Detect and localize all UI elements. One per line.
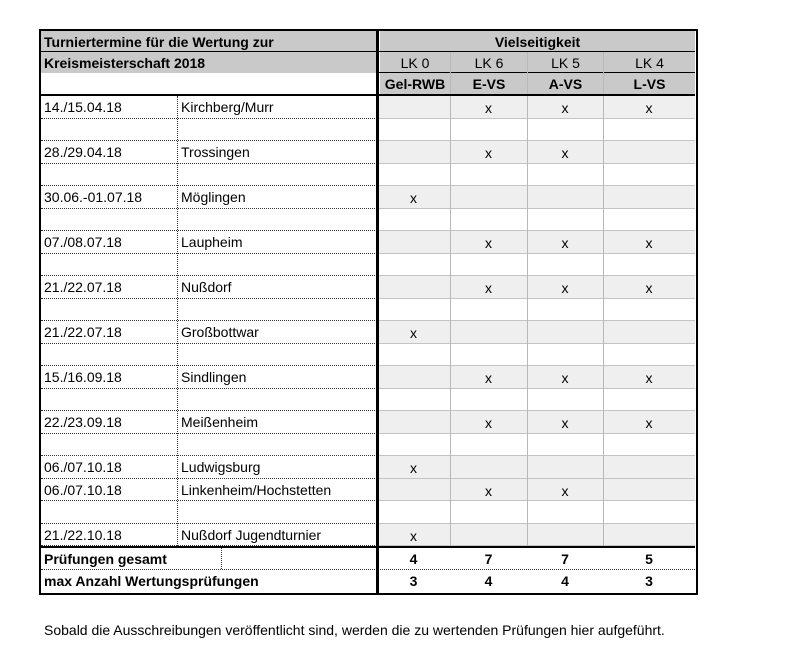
max-label: max Anzahl Wertungsprüfungen	[44, 572, 259, 589]
event-date: 06./07.10.18	[44, 481, 122, 498]
totals-row-rule	[41, 569, 695, 570]
discipline-mark	[603, 143, 695, 164]
event-date: 07./08.07.18	[44, 234, 122, 251]
totals-dotted-divider	[221, 548, 222, 569]
discipline-mark: x	[561, 415, 569, 432]
event-date: 28./29.04.18	[44, 144, 122, 161]
max-value: 3	[645, 572, 653, 589]
discipline-mark	[377, 143, 450, 164]
header-rule	[377, 72, 695, 73]
discipline-mark: x	[410, 325, 417, 342]
header-col-divider	[527, 52, 528, 94]
event-place: Sindlingen	[181, 369, 247, 386]
discipline-mark	[527, 188, 603, 209]
discipline-mark: x	[645, 415, 653, 432]
discipline-mark	[603, 481, 695, 502]
header-blank-cell	[41, 73, 377, 95]
discipline-mark	[377, 278, 450, 299]
discipline-mark: x	[645, 235, 653, 252]
discipline-label-0: Gel-RWB	[380, 73, 450, 95]
event-place: Kirchberg/Murr	[181, 99, 274, 116]
discipline-label-3: L-VS	[604, 73, 695, 95]
mark-col-divider	[603, 96, 604, 546]
discipline-mark	[603, 188, 695, 209]
header-col-divider	[450, 52, 451, 94]
discipline-mark	[603, 323, 695, 344]
event-date: 21./22.07.18	[44, 324, 122, 341]
discipline-mark: x	[561, 280, 569, 297]
header-title-line2: Kreismeisterschaft 2018	[41, 52, 377, 73]
header-title-line1: Turniertermine für die Wertung zur	[41, 31, 377, 52]
totals-label: Prüfungen gesamt	[44, 550, 167, 567]
max-value: 4	[484, 572, 493, 589]
header-col-divider	[603, 52, 604, 94]
event-place: Trossingen	[181, 144, 250, 161]
level-label-3: LK 4	[604, 52, 695, 73]
event-date: 14./15.04.18	[44, 99, 122, 116]
event-date: 21./22.07.18	[44, 279, 122, 296]
discipline-mark	[377, 481, 450, 502]
footnote: Sobald die Ausschreibungen veröffentlicht sind, werden die zu wertenden Prüfungen hier aufgeführt.	[44, 622, 665, 638]
discipline-mark	[377, 413, 450, 434]
discipline-mark	[450, 526, 527, 547]
discipline-mark: x	[485, 280, 492, 297]
event-date: 30.06.-01.07.18	[44, 189, 143, 206]
discipline-mark	[450, 188, 527, 209]
discipline-mark: x	[561, 235, 569, 252]
discipline-mark: x	[485, 370, 492, 387]
discipline-mark: x	[485, 100, 492, 117]
discipline-mark	[527, 526, 603, 547]
discipline-mark	[377, 368, 450, 389]
discipline-mark	[603, 458, 695, 479]
event-date: 15./16.09.18	[44, 369, 122, 386]
discipline-mark	[377, 98, 450, 119]
discipline-mark: x	[645, 100, 653, 117]
event-date: 21./22.10.18	[44, 526, 122, 543]
mark-col-divider	[527, 96, 528, 546]
discipline-mark	[527, 323, 603, 344]
discipline-mark: x	[410, 460, 417, 477]
event-place: Großbottwar	[181, 324, 259, 341]
level-label-0: LK 0	[380, 52, 450, 73]
discipline-mark: x	[645, 280, 653, 297]
header-group-label: Vielseitigkeit	[380, 31, 695, 52]
discipline-mark: x	[561, 370, 569, 387]
date-place-divider	[177, 96, 178, 546]
event-date: 22./23.09.18	[44, 414, 122, 431]
total-value: 7	[484, 550, 493, 567]
discipline-mark	[527, 458, 603, 479]
level-label-1: LK 6	[451, 52, 527, 73]
discipline-mark	[603, 526, 695, 547]
tournament-table	[39, 29, 698, 595]
discipline-mark	[450, 323, 527, 344]
discipline-mark: x	[485, 482, 492, 499]
event-place: Nußdorf Jugendturnier	[181, 526, 322, 543]
event-place: Meißenheim	[181, 414, 259, 431]
discipline-mark	[377, 233, 450, 254]
event-date: 06./07.10.18	[44, 459, 122, 476]
discipline-label-1: E-VS	[451, 73, 527, 95]
max-value: 4	[561, 572, 569, 589]
header-rule	[41, 51, 695, 52]
total-value: 4	[409, 550, 418, 567]
event-place: Möglingen	[181, 189, 246, 206]
discipline-mark: x	[410, 527, 417, 544]
section-divider	[376, 31, 379, 595]
discipline-mark: x	[561, 145, 569, 162]
discipline-mark: x	[645, 370, 653, 387]
discipline-mark: x	[485, 145, 492, 162]
total-value: 5	[645, 550, 653, 567]
max-value: 3	[409, 572, 418, 589]
discipline-mark	[450, 458, 527, 479]
level-label-2: LK 5	[528, 52, 603, 73]
discipline-mark: x	[485, 235, 492, 252]
discipline-mark: x	[561, 100, 569, 117]
discipline-mark: x	[410, 190, 417, 207]
discipline-label-2: A-VS	[528, 73, 603, 95]
event-place: Ludwigsburg	[181, 459, 261, 476]
mark-col-divider	[450, 96, 451, 546]
event-place: Linkenheim/Hochstetten	[181, 481, 332, 498]
discipline-mark: x	[561, 482, 569, 499]
total-value: 7	[561, 550, 569, 567]
discipline-mark: x	[485, 415, 492, 432]
event-place: Laupheim	[181, 234, 243, 251]
event-place: Nußdorf	[181, 279, 232, 296]
